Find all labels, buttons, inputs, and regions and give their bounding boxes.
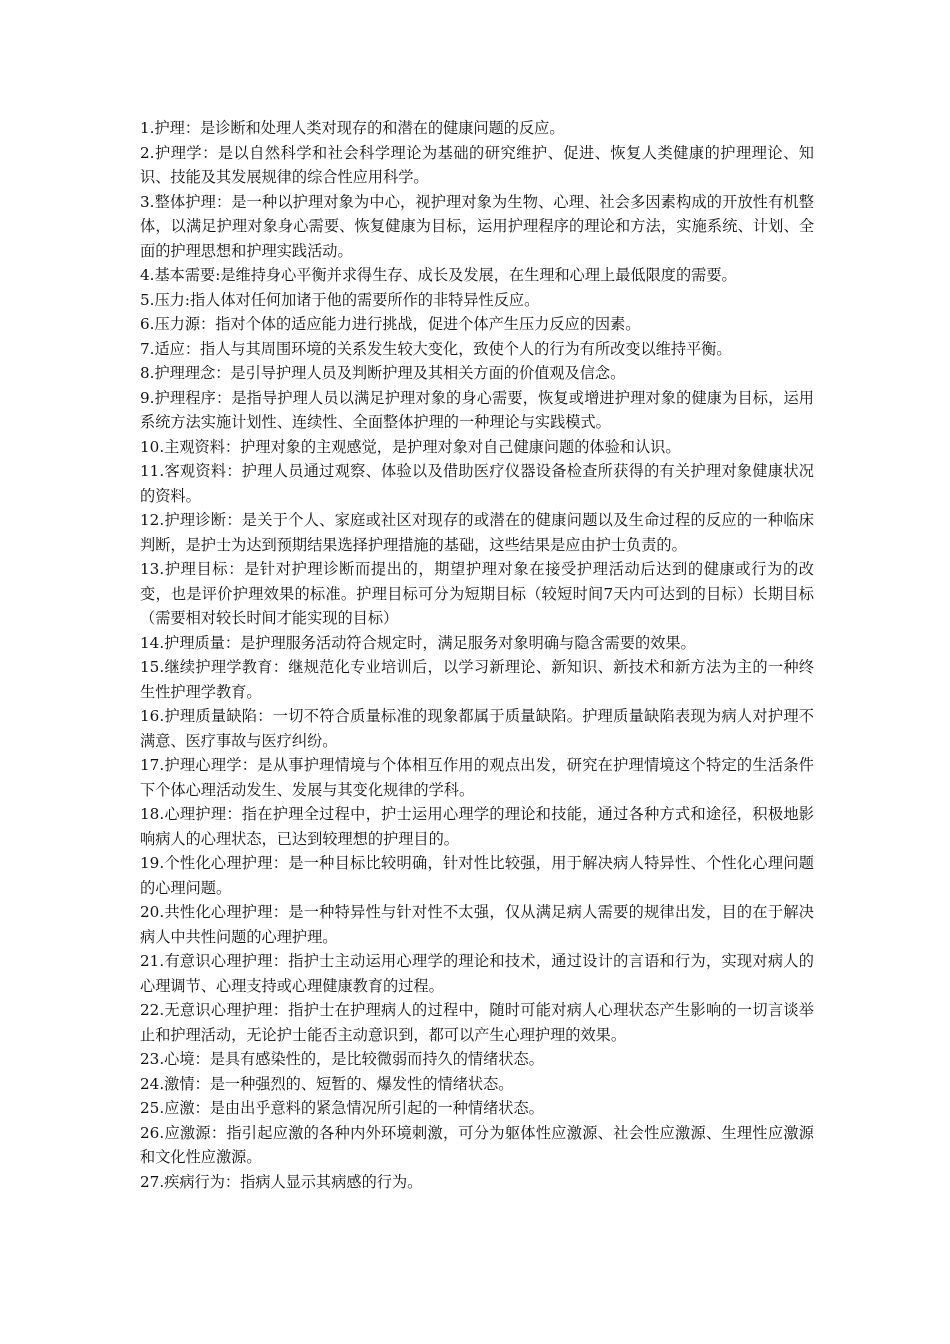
definition-21: 21.有意识心理护理：指护士主动运用心理学的理论和技术，通过设计的言语和行为，实现对病人的心理调节、心理支持或心理健康教育的过程。: [140, 952, 814, 995]
definition-6: 6.压力源：指对个体的适应能力进行挑战，促进个体产生压力反应的因素。: [140, 315, 641, 333]
definition-26: 26.应激源：指引起应激的各种内外环境刺激，可分为躯体性应激源、社会性应激源、生理性应激源和文化性应激源。: [140, 1123, 814, 1166]
definition-23: 23.心境：是具有感染性的，是比较微弱而持久的情绪状态。: [140, 1050, 544, 1068]
definition-19: 19.个性化心理护理：是一种目标比较明确，针对性比较强，用于解决病人特异性、个性化心理问题的心理问题。: [140, 854, 814, 897]
definition-2: 2.护理学：是以自然科学和社会科学理论为基础的研究维护、促进、恢复人类健康的护理理论、知识、技能及其发展规律的综合性应用科学。: [140, 143, 814, 186]
definition-10: 10.主观资料：护理对象的主观感觉，是护理对象对自己健康问题的体验和认识。: [140, 437, 681, 456]
definition-16: 16.护理质量缺陷：一切不符合质量标准的现象都属于质量缺陷。护理质量缺陷表现为病人对护理不满意、医疗事故与医疗纠纷。: [140, 707, 814, 750]
definition-1: 1.护理：是诊断和处理人类对现存的和潜在的健康问题的反应。: [140, 119, 565, 137]
definition-11: 11.客观资料：护理人员通过观察、体验以及借助医疗仪器设备检查所获得的有关护理对象健康状况的资料。: [140, 462, 814, 505]
definition-4: 4.基本需要:是维持身心平衡并求得生存、成长及发展，在生理和心理上最低限度的需要。: [140, 266, 737, 284]
definition-22: 22.无意识心理护理：指护士在护理病人的过程中，随时可能对病人心理状态产生影响的一切言谈举止和护理活动，无论护士能否主动意识到，都可以产生心理护理的效果。: [140, 1001, 814, 1044]
definition-3: 3.整体护理：是一种以护理对象为中心，视护理对象为生物、心理、社会多因素构成的开放性有机整体，以满足护理对象身心需要、恢复健康为目标，运用护理程序的理论和方法，实施系统、计划、全面的护理思想和护理实践活动。: [140, 192, 814, 260]
definition-12: 12.护理诊断：是关于个人、家庭或社区对现存的或潜在的健康问题以及生命过程的反应的一种临床判断，是护士为达到预期结果选择护理措施的基础，这些结果是应由护士负责的。: [140, 511, 814, 554]
definition-13: 13.护理目标：是针对护理诊断而提出的，期望护理对象在接受护理活动后达到的健康或行为的改变，也是评价护理效果的标准。护理目标可分为短期目标（较短时间7天内可达到的目标）长期目标（需要相对较长时间才能实现的目标）: [140, 560, 814, 627]
definition-25: 25.应激：是由出乎意料的紧急情况所引起的一种情绪状态。: [140, 1099, 544, 1117]
definition-9: 9.护理程序：是指导护理人员以满足护理对象的身心需要，恢复或增进护理对象的健康为目标，运用系统方法实施计划性、连续性、全面整体护理的一种理论与实践模式。: [140, 388, 814, 431]
definition-27: 27.疾病行为：指病人显示其病感的行为。: [140, 1172, 423, 1191]
definition-5: 5.压力:指人体对任何加诸于他的需要所作的非特异性反应。: [140, 290, 540, 309]
definition-7: 7.适应：指人与其周围环境的关系发生较大变化，致使个人的行为有所改变以维持平衡。: [140, 339, 732, 358]
definition-15: 15.继续护理学教育：继规范化专业培训后，以学习新理论、新知识、新技术和新方法为主的一种终生性护理学教育。: [140, 658, 814, 701]
definition-14: 14.护理质量：是护理服务活动符合规定时，满足服务对象明确与隐含需要的效果。: [140, 633, 696, 652]
definition-20: 20.共性化心理护理：是一种特异性与针对性不太强，仅从满足病人需要的规律出发，目的在于解决病人中共性问题的心理护理。: [140, 903, 814, 946]
definition-8: 8.护理理念：是引导护理人员及判断护理及其相关方面的价值观及信念。: [140, 364, 626, 382]
definition-17: 17.护理心理学：是从事护理情境与个体相互作用的观点出发，研究在护理情境这个特定的生活条件下个体心理活动发生、发展与其变化规律的学科。: [140, 756, 814, 799]
definition-24: 24.激情：是一种强烈的、短暂的、爆发性的情绪状态。: [140, 1074, 514, 1093]
document-body: [140, 116, 814, 1194]
definition-18: 18.心理护理：指在护理全过程中，护士运用心理学的理论和技能，通过各种方式和途径，积极地影响病人的心理状态，已达到较理想的护理目的。: [140, 805, 814, 848]
